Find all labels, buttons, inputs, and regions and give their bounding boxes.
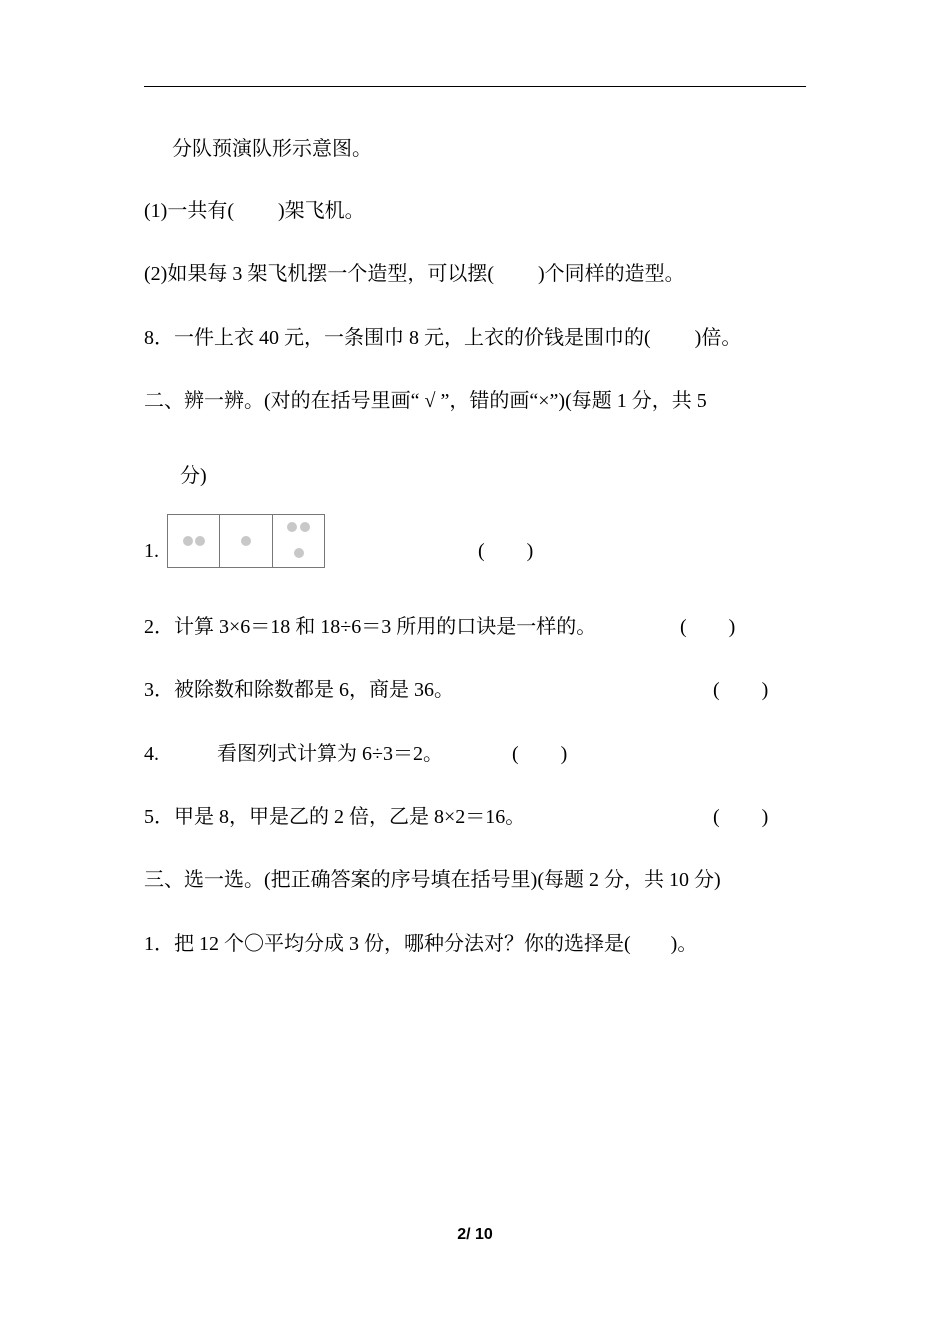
judge-5 xyxy=(144,804,525,830)
paren-close: ) xyxy=(526,540,534,562)
judge-1-number xyxy=(144,538,159,564)
dots-cell-1 xyxy=(168,515,219,567)
dot xyxy=(287,522,297,532)
q8-suffix: )倍。 xyxy=(694,327,742,349)
dot xyxy=(183,536,193,546)
judge-2-text: 2．计算 3×6＝18 和 18÷6＝3 所用的口诀是一样的。 xyxy=(144,616,597,638)
header-rule xyxy=(144,86,806,87)
section-3-heading-text: 三、选一选。(把正确答案的序号填在括号里)(每题 2 分，共 10 分) xyxy=(144,869,721,891)
q7-1-suffix: )架飞机。 xyxy=(277,200,365,222)
question-7-1 xyxy=(144,198,365,224)
dots-cell-3 xyxy=(272,515,324,567)
judge-3 xyxy=(144,677,454,703)
judge-3-text: 3．被除数和除数都是 6，商是 36。 xyxy=(144,679,454,701)
section-2-heading-cont-text: 分) xyxy=(180,465,207,487)
section-2-heading xyxy=(144,388,707,414)
judge-4 xyxy=(217,741,443,767)
paren-open: ( xyxy=(512,743,519,765)
dot xyxy=(300,522,310,532)
judge-4-number xyxy=(144,741,159,767)
dots-cell-2 xyxy=(219,515,271,567)
q7-1-prefix: (1)一共有( xyxy=(144,200,234,222)
q7-2-suffix: )个同样的造型。 xyxy=(537,263,685,285)
judge-2-answer-box[interactable] xyxy=(680,614,735,640)
q7-2-prefix: (2)如果每 3 架飞机摆一个造型，可以摆( xyxy=(144,263,494,285)
judge-4-num-text: 4. xyxy=(144,743,159,765)
judge-4-text: 看图列式计算为 6÷3＝2。 xyxy=(217,743,443,765)
paren-open: ( xyxy=(478,540,485,562)
intro-text xyxy=(172,136,372,162)
dot xyxy=(195,536,205,546)
section-2-heading-text: 二、辨一辨。(对的在括号里画“ √ ”，错的画“×”)(每题 1 分，共 5 xyxy=(144,390,707,412)
judge-5-answer-box[interactable] xyxy=(713,804,768,830)
judge-2 xyxy=(144,614,596,640)
paren-open: ( xyxy=(713,806,720,828)
dot xyxy=(294,548,304,558)
choice-1 xyxy=(144,931,697,957)
paren-open: ( xyxy=(680,616,687,638)
question-8 xyxy=(144,325,741,351)
paren-open: ( xyxy=(713,679,720,701)
judge-1-num-text: 1. xyxy=(144,540,159,562)
dots-figure xyxy=(167,514,325,568)
choice-1-suffix: )。 xyxy=(670,933,698,955)
paren-close: ) xyxy=(761,806,769,828)
page-number xyxy=(0,1226,950,1244)
choice-1-prefix: 1．把 12 个〇平均分成 3 份，哪种分法对？你的选择是( xyxy=(144,933,631,955)
intro-text-label: 分队预演队形示意图。 xyxy=(172,138,372,160)
paren-close: ) xyxy=(560,743,568,765)
section-3-heading xyxy=(144,867,721,893)
dot xyxy=(241,536,251,546)
section-2-heading-cont xyxy=(180,463,207,489)
judge-1-answer-box[interactable] xyxy=(478,538,533,564)
paren-close: ) xyxy=(728,616,736,638)
question-7-2 xyxy=(144,261,685,287)
paren-close: ) xyxy=(761,679,769,701)
judge-4-answer-box[interactable] xyxy=(512,741,567,767)
judge-5-text: 5．甲是 8，甲是乙的 2 倍，乙是 8×2＝16。 xyxy=(144,806,526,828)
judge-3-answer-box[interactable] xyxy=(713,677,768,703)
q8-prefix: 8．一件上衣 40 元，一条围巾 8 元，上衣的价钱是围巾的( xyxy=(144,327,651,349)
page-number-text: 2/ 10 xyxy=(457,1226,493,1243)
